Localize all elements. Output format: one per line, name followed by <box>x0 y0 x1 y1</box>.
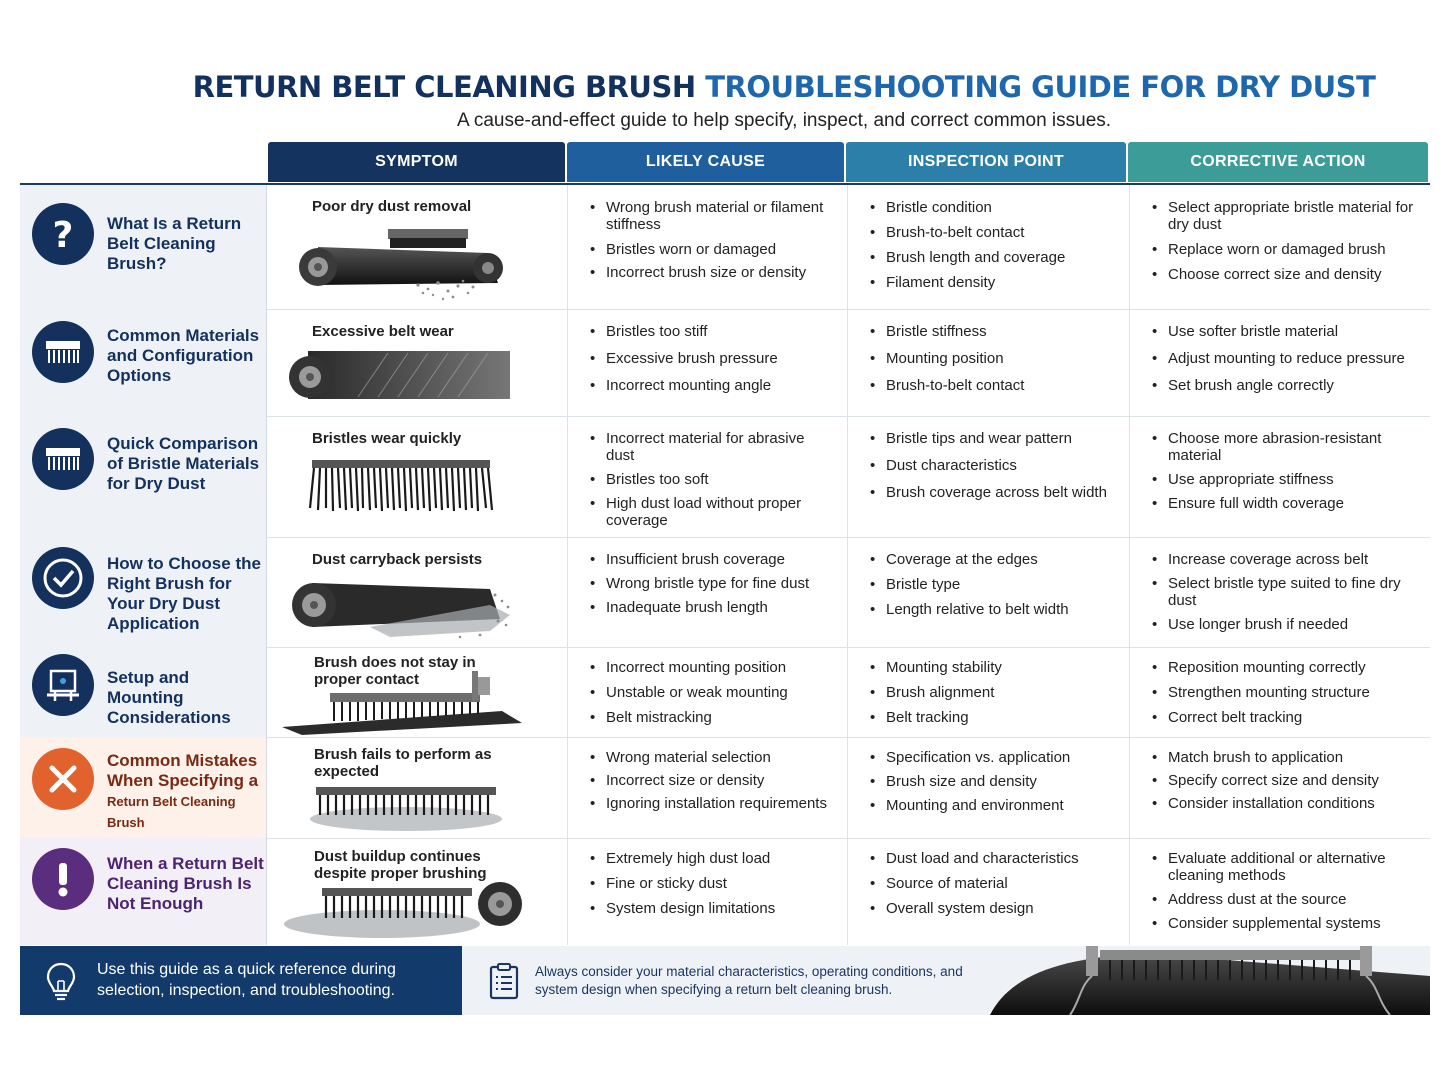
action-item: • Choose correct size and density <box>1152 266 1416 283</box>
inspection-item: • Brush size and density <box>870 773 1115 790</box>
inspection-item: • Brush-to-belt contact <box>870 377 1115 394</box>
row-label-small: Return Belt Cleaning Brush <box>107 794 236 830</box>
action-item: • Increase coverage across belt <box>1152 551 1416 568</box>
table-row <box>20 309 1430 417</box>
action-cell <box>1130 416 1430 537</box>
symptom-cell <box>268 185 568 309</box>
action-item: • Match brush to application <box>1152 749 1416 766</box>
cause-item: • System design limitations <box>590 900 833 917</box>
inspection-cell <box>848 737 1130 838</box>
inspection-item: • Brush alignment <box>870 684 1115 701</box>
cause-item: • High dust load without proper coverage <box>590 495 833 529</box>
footer-left <box>20 946 462 1015</box>
cause-item: • Incorrect mounting angle <box>590 377 833 394</box>
title-block <box>0 70 1448 132</box>
inspection-cell <box>848 537 1130 647</box>
checkmark-icon <box>32 547 94 609</box>
symptom-cell <box>268 537 568 647</box>
title-part2: TROUBLESHOOTING GUIDE FOR DRY DUST <box>705 70 1376 104</box>
inspection-item: • Dust load and characteristics <box>870 850 1115 867</box>
row-label: How to Choose the Right Brush for Your Dry Dust Application <box>107 554 261 633</box>
row-label: Setup and Mounting Considerations <box>107 668 231 727</box>
inspection-item: • Source of material <box>870 875 1115 892</box>
footer-right-text: Always consider your material characteristics, operating conditions, and system design when specifying a return belt cleaning brush. <box>535 964 963 997</box>
symptom-cell <box>268 737 568 838</box>
inspection-item: • Brush length and coverage <box>870 249 1115 266</box>
action-item: • Use softer bristle material <box>1152 323 1416 340</box>
inspection-cell <box>848 416 1130 537</box>
cause-item: • Incorrect material for abrasive dust <box>590 430 833 464</box>
cause-item: • Insufficient brush coverage <box>590 551 833 568</box>
brush-icon <box>32 321 94 383</box>
table-row <box>20 647 1430 738</box>
cause-item: • Unstable or weak mounting <box>590 684 833 701</box>
cause-item: • Incorrect brush size or density <box>590 264 833 281</box>
inspection-item: • Bristle stiffness <box>870 323 1115 340</box>
title-part1: RETURN BELT CLEANING BRUSH <box>192 70 696 104</box>
cause-cell <box>568 309 848 416</box>
action-item: • Choose more abrasion-resistant material <box>1152 430 1416 464</box>
table-row <box>20 838 1430 945</box>
symptom-title: Poor dry dust removal <box>312 198 472 215</box>
cause-item: • Ignoring installation requirements <box>590 795 833 812</box>
row-label-cell <box>20 737 267 838</box>
column-headers <box>268 142 1430 182</box>
cause-item: • Bristles too soft <box>590 471 833 488</box>
inspection-item: • Mounting position <box>870 350 1115 367</box>
symptom-cell <box>268 647 568 737</box>
table-row <box>20 416 1430 538</box>
action-item: • Reposition mounting correctly <box>1152 659 1416 676</box>
action-item: • Adjust mounting to reduce pressure <box>1152 350 1416 367</box>
cause-item: • Wrong bristle type for fine dust <box>590 575 833 592</box>
inspection-item: • Mounting stability <box>870 659 1115 676</box>
inspection-cell <box>848 838 1130 945</box>
cause-cell <box>568 537 848 647</box>
row-label-cell <box>20 838 267 945</box>
action-item: • Strengthen mounting structure <box>1152 684 1416 701</box>
action-item: • Use appropriate stiffness <box>1152 471 1416 488</box>
inspection-item: • Brush-to-belt contact <box>870 224 1115 241</box>
inspection-item: • Dust characteristics <box>870 457 1115 474</box>
inspection-cell <box>848 185 1130 309</box>
action-item: • Select bristle type suited to fine dry dust <box>1152 575 1416 609</box>
cause-item: • Extremely high dust load <box>590 850 833 867</box>
svg-text:?: ? <box>52 215 74 254</box>
failing-brush-illustration <box>306 783 506 833</box>
row-label <box>107 751 265 833</box>
action-item: • Consider installation conditions <box>1152 795 1416 812</box>
cause-cell <box>568 647 848 737</box>
troubleshooting-table <box>20 183 1430 932</box>
symptom-cell <box>268 416 568 537</box>
cause-cell <box>568 185 848 309</box>
symptom-title: Dust carryback persists <box>312 551 483 568</box>
symptom-cell <box>268 309 568 416</box>
question-icon <box>32 203 94 265</box>
cause-cell <box>568 737 848 838</box>
page-title <box>120 70 1448 104</box>
action-cell <box>1130 185 1430 309</box>
mounting-icon <box>32 654 94 716</box>
row-label: What Is a Return Belt Cleaning Brush? <box>107 214 242 273</box>
action-cell <box>1130 309 1430 416</box>
header-inspection: INSPECTION POINT <box>846 142 1126 182</box>
page-subtitle: A cause-and-effect guide to help specify, inspect, and correct common issues. <box>456 110 1112 131</box>
inspection-item: • Filament density <box>870 274 1115 291</box>
inspection-item: • Bristle condition <box>870 199 1115 216</box>
cause-item: • Incorrect size or density <box>590 772 833 789</box>
header-symptom: SYMPTOM <box>268 142 565 182</box>
row-label-cell <box>20 416 267 537</box>
row-label: Common Materials and Configuration Options <box>107 326 260 385</box>
action-cell <box>1130 537 1430 647</box>
cause-item: • Bristles too stiff <box>590 323 833 340</box>
symptom-cell <box>268 838 568 945</box>
action-item: • Evaluate additional or alternative cleaning methods <box>1152 850 1416 884</box>
inspection-item: • Specification vs. application <box>870 749 1115 766</box>
row-label: Quick Comparison of Bristle Materials for Dry Dust <box>107 434 260 493</box>
symptom-title: Excessive belt wear <box>312 323 454 340</box>
conveyor-brush-illustration <box>950 946 1430 1015</box>
row-label-cell <box>20 309 267 416</box>
action-item: • Replace worn or damaged brush <box>1152 241 1416 258</box>
symptom-title: Dust buildup continues despite proper brushing <box>314 848 487 882</box>
cause-item: • Incorrect mounting position <box>590 659 833 676</box>
inspection-cell <box>848 647 1130 737</box>
action-item: • Use longer brush if needed <box>1152 616 1416 633</box>
cause-item: • Inadequate brush length <box>590 599 833 616</box>
cause-cell <box>568 416 848 537</box>
belt-dust-illustration <box>298 223 528 303</box>
cause-item: • Belt mistracking <box>590 709 833 726</box>
symptom-title: Brush does not stay in proper contact <box>314 654 476 688</box>
symptom-title: Bristles wear quickly <box>312 430 462 447</box>
cause-item: • Wrong material selection <box>590 749 833 766</box>
action-item: • Consider supplemental systems <box>1152 915 1416 932</box>
action-item: • Correct belt tracking <box>1152 709 1416 726</box>
cause-item: • Fine or sticky dust <box>590 875 833 892</box>
footer-bar <box>20 946 1430 1015</box>
action-item: • Set brush angle correctly <box>1152 377 1416 394</box>
row-label-main: Common Mistakes When Specifying a <box>107 751 259 790</box>
inspection-cell <box>848 309 1130 416</box>
inspection-item: • Bristle tips and wear pattern <box>870 430 1115 447</box>
cause-item: • Bristles worn or damaged <box>590 241 833 258</box>
inspection-item: • Overall system design <box>870 900 1115 917</box>
inspection-item: • Belt tracking <box>870 709 1115 726</box>
action-cell <box>1130 647 1430 737</box>
action-item: • Select appropriate bristle material for dry dust <box>1152 199 1416 233</box>
inspection-item: • Length relative to belt width <box>870 601 1115 618</box>
dust-buildup-illustration <box>282 882 532 942</box>
table-row <box>20 185 1430 310</box>
brush-illustration <box>300 456 500 516</box>
table-row <box>20 737 1430 839</box>
clipboard-icon <box>488 962 520 1000</box>
row-label-cell <box>20 537 267 647</box>
action-item: • Address dust at the source <box>1152 891 1416 908</box>
brush-icon <box>32 428 94 490</box>
x-icon <box>32 748 94 810</box>
header-cause: LIKELY CAUSE <box>567 142 844 182</box>
inspection-item: • Mounting and environment <box>870 797 1115 814</box>
cause-cell <box>568 838 848 945</box>
action-cell <box>1130 737 1430 838</box>
mounted-brush-illustration <box>282 665 532 737</box>
action-cell <box>1130 838 1430 945</box>
cause-item: • Wrong brush material or filament stiffness <box>590 199 833 233</box>
header-action: CORRECTIVE ACTION <box>1128 142 1428 182</box>
lightbulb-icon <box>44 961 78 1001</box>
table-row <box>20 537 1430 648</box>
inspection-item: • Bristle type <box>870 576 1115 593</box>
action-item: • Specify correct size and density <box>1152 772 1416 789</box>
row-label-cell <box>20 185 267 309</box>
action-item: • Ensure full width coverage <box>1152 495 1416 512</box>
row-label-cell <box>20 647 267 737</box>
inspection-item: • Brush coverage across belt width <box>870 484 1115 501</box>
footer-right <box>462 946 1430 1015</box>
carryback-belt-illustration <box>290 575 520 643</box>
row-label: When a Return Belt Cleaning Brush Is Not Enough <box>107 854 264 913</box>
symptom-title: Brush fails to perform as expected <box>314 746 492 780</box>
exclamation-icon <box>32 848 94 910</box>
worn-belt-illustration <box>288 347 513 405</box>
inspection-item: • Coverage at the edges <box>870 551 1115 568</box>
cause-item: • Excessive brush pressure <box>590 350 833 367</box>
footer-left-text: Use this guide as a quick reference during selection, inspection, and troubleshooting. <box>97 961 396 999</box>
